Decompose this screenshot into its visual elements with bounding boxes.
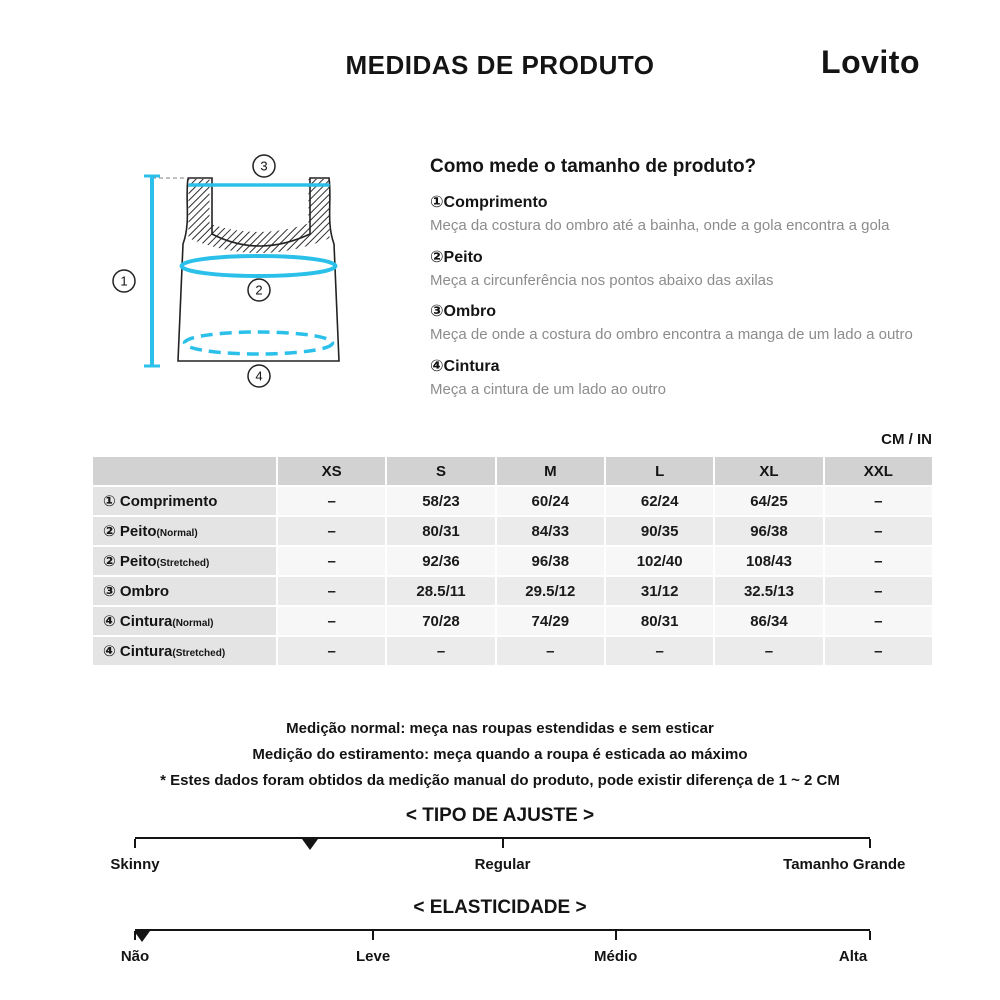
table-cell: 64/25 <box>715 487 822 515</box>
table-header-row <box>93 457 932 485</box>
measure-item-desc: Meça de onde a costura do ombro encontra a manga de um lado a outro <box>430 326 913 343</box>
measure-item-label: ①Comprimento <box>430 194 548 211</box>
scale-label: Leve <box>356 948 391 965</box>
note-line: Medição do estiramento: meça quando a roupa é esticada ao máximo <box>252 746 748 763</box>
table-column-header: L <box>606 457 713 485</box>
table-cell: – <box>278 547 385 575</box>
table-cell: – <box>825 577 932 605</box>
row-label <box>93 577 276 605</box>
table-cell: 58/23 <box>387 487 494 515</box>
scale-label: Regular <box>474 856 531 873</box>
measure-item-label: ③Ombro <box>430 303 496 320</box>
row-label <box>93 487 276 515</box>
measure-item-desc: Meça a cintura de um lado ao outro <box>430 380 666 398</box>
scale-tick <box>502 839 504 848</box>
howto-section <box>430 156 935 401</box>
marker-2-label: 2 <box>255 282 263 298</box>
row-label-text: ② Peito <box>103 523 157 540</box>
table-cell: – <box>606 637 713 665</box>
scale-label: Não <box>120 948 150 965</box>
table-cell: 84/33 <box>497 517 604 545</box>
marker-2 <box>248 279 270 301</box>
table-cell: 60/24 <box>497 487 604 515</box>
howto-list <box>430 192 935 401</box>
row-label-sub: (Normal) <box>156 527 198 539</box>
fit-labels <box>110 856 906 878</box>
table-row <box>93 577 932 605</box>
garment-diagram <box>95 138 375 398</box>
scale-marker-triangle <box>134 931 150 942</box>
row-label <box>93 607 276 635</box>
measure-item-desc: Meça da costura do ombro até a bainha, onde a gola encontra a gola <box>430 217 890 234</box>
table-cell: – <box>825 607 932 635</box>
table-cell: 96/38 <box>715 517 822 545</box>
marker-3-label: 3 <box>260 158 268 174</box>
table-cell: – <box>278 517 385 545</box>
marker-1-label: 1 <box>120 273 128 289</box>
table-cell: – <box>387 637 494 665</box>
note-line: Medição normal: meça nas roupas estendidas e sem esticar <box>286 720 714 737</box>
size-table <box>93 457 932 665</box>
table-cell: 31/12 <box>606 577 713 605</box>
table-cell: 80/31 <box>606 607 713 635</box>
page-title: MEDIDAS DE PRODUTO <box>345 50 655 80</box>
elasticity-track <box>135 929 870 931</box>
row-label-text: ② Peito <box>103 553 157 570</box>
scale-tick <box>372 931 374 940</box>
table-column-header: M <box>497 457 604 485</box>
row-label-text: ③ Ombro <box>103 583 170 600</box>
table-cell: 102/40 <box>606 547 713 575</box>
marker-1 <box>113 270 135 292</box>
row-label-sub: (Stretched) <box>172 647 226 659</box>
table-row <box>93 637 932 665</box>
table-cell: – <box>825 517 932 545</box>
howto-heading: Como mede o tamanho de produto? <box>430 156 757 177</box>
row-label-text: ④ Cintura <box>103 613 173 630</box>
row-label-sub: (Normal) <box>172 617 214 629</box>
table-cell: – <box>825 487 932 515</box>
table-cell: 86/34 <box>715 607 822 635</box>
measure-item-desc: Meça a circunferência nos pontos abaixo das axilas <box>430 271 774 289</box>
table-cell: – <box>715 637 822 665</box>
elasticity-labels <box>120 948 870 970</box>
fit-track <box>135 837 870 839</box>
scale-label: Tamanho Grande <box>783 856 906 873</box>
table-cell: 28.5/11 <box>387 577 494 605</box>
table-column-header: XS <box>278 457 385 485</box>
scale-tick <box>615 931 617 940</box>
table-cell: 108/43 <box>715 547 822 575</box>
length-measure-line <box>144 176 160 366</box>
notes <box>0 716 1000 794</box>
table-row <box>93 607 932 635</box>
table-cell: – <box>278 487 385 515</box>
table-row <box>93 487 932 515</box>
brand-logo: Lovito <box>821 44 920 80</box>
table-cell: 29.5/12 <box>497 577 604 605</box>
table-cell: 96/38 <box>497 547 604 575</box>
table-cell: – <box>278 607 385 635</box>
table-cell: 90/35 <box>606 517 713 545</box>
row-label <box>93 547 276 575</box>
measure-item-label: ②Peito <box>430 248 483 266</box>
table-cell: – <box>278 577 385 605</box>
row-label <box>93 637 276 665</box>
fit-scale-title: < TIPO DE AJUSTE > <box>405 805 595 826</box>
scale-label: Médio <box>594 948 638 965</box>
table-cell: 92/36 <box>387 547 494 575</box>
scale-label: Skinny <box>110 856 160 873</box>
scale-label: Alta <box>838 948 868 965</box>
table-row <box>93 517 932 545</box>
table-cell: – <box>825 637 932 665</box>
neckline-band <box>199 179 319 243</box>
scale-marker-triangle <box>302 839 318 850</box>
marker-4 <box>248 365 270 387</box>
table-column-header: XXL <box>825 457 932 485</box>
scale-tick <box>869 931 871 940</box>
scale-tick <box>869 839 871 848</box>
table-row <box>93 547 932 575</box>
scale-tick <box>134 839 136 848</box>
table-cell: 62/24 <box>606 487 713 515</box>
row-label-text: ① Comprimento <box>103 493 218 510</box>
table-column-header: XL <box>715 457 822 485</box>
row-label-text: ④ Cintura <box>103 643 173 660</box>
row-label <box>93 517 276 545</box>
elasticity-scale-title: < ELASTICIDADE > <box>413 897 587 918</box>
table-column-header: S <box>387 457 494 485</box>
table-corner-cell <box>93 457 276 485</box>
table-cell: 80/31 <box>387 517 494 545</box>
table-cell: – <box>825 547 932 575</box>
marker-4-label: 4 <box>255 368 263 384</box>
note-line: * Estes dados foram obtidos da medição manual do produto, pode existir diferença de 1 ~ 2 CM <box>160 772 840 789</box>
table-cell: 74/29 <box>497 607 604 635</box>
table-cell: 32.5/13 <box>715 577 822 605</box>
marker-3 <box>253 155 275 177</box>
units-label: CM / IN <box>881 431 932 448</box>
table-cell: – <box>497 637 604 665</box>
table-cell: 70/28 <box>387 607 494 635</box>
table-cell: – <box>278 637 385 665</box>
measure-item-label: ④Cintura <box>430 357 500 375</box>
row-label-sub: (Stretched) <box>156 557 210 569</box>
